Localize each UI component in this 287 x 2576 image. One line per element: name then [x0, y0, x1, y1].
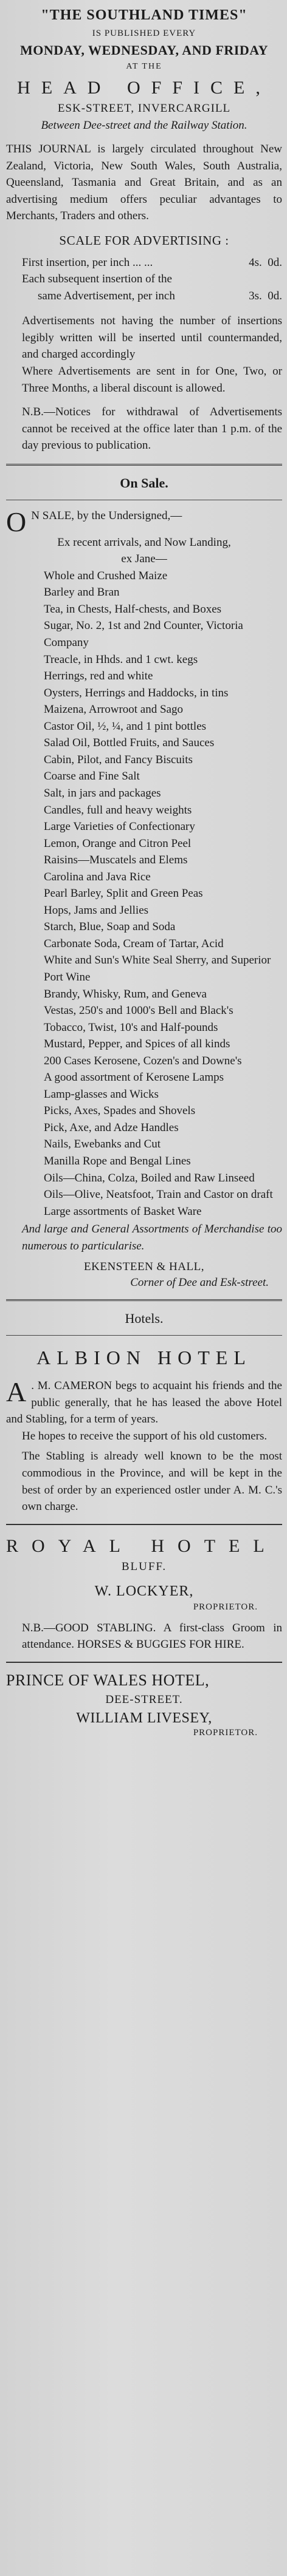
on-sale-heading: On Sale.	[120, 475, 168, 491]
sale-item: Cabin, Pilot, and Fancy Biscuits	[44, 753, 193, 766]
sale-item: Herrings, red and white	[44, 670, 153, 683]
times-title: "THE SOUTHLAND TIMES"	[41, 7, 247, 23]
on-sale-intro	[6, 506, 282, 537]
first-insertion-row	[6, 254, 282, 271]
arrivals-line: Ex recent arrivals, and Now Landing,	[57, 535, 231, 549]
section-divider	[6, 464, 282, 466]
subsequent-row-2	[6, 288, 282, 305]
sale-item: Starch, Blue, Soap and Soda	[44, 920, 176, 934]
sale-item: Brandy, Whisky, Rum, and Geneva	[44, 987, 207, 1001]
sale-item: Oils—China, Colza, Boiled and Raw Linseed	[44, 1171, 255, 1184]
sale-item: Candles, full and heavy weights	[44, 803, 192, 817]
sale-item: Oils—Olive, Neatsfoot, Train and Castor on draft	[44, 1188, 273, 1201]
cameron-dropcap: A	[6, 1376, 27, 1408]
dee-street-line: DEE-STREET.	[105, 1693, 183, 1706]
sale-item: Tea, in Chests, Half-chests, and Boxes	[44, 602, 222, 616]
published-line: IS PUBLISHED EVERY	[92, 29, 196, 38]
scale-title: SCALE FOR ADVERTISING :	[59, 233, 229, 248]
sale-item: Maizena, Arrowroot and Sago	[44, 703, 183, 716]
cameron-paragraph	[6, 1378, 282, 1428]
sale-item: Whole and Crushed Maize	[44, 569, 168, 582]
hotels-rule	[6, 1335, 282, 1336]
sale-item: Pick, Axe, and Adze Handles	[44, 1121, 179, 1134]
hotel-divider-2	[6, 1662, 282, 1663]
sale-item: Coarse and Fine Salt	[44, 770, 140, 783]
sale-item: Lemon, Orange and Citron Peel	[44, 837, 192, 850]
sale-item: Hops, Jams and Jellies	[44, 903, 149, 917]
hotels-heading: Hotels.	[125, 1311, 164, 1327]
sale-item: Castor Oil, ½, ¼, and 1 pint bottles	[44, 719, 207, 733]
publication-days: MONDAY, WEDNESDAY, AND FRIDAY	[20, 42, 268, 58]
sale-item: Salad Oil, Bottled Fruits, and Sauces	[44, 736, 215, 750]
sale-item: Large assortments of Basket Ware	[44, 1205, 202, 1218]
notice-withdrawal: N.B.—Notices for withdrawal of Advertisements cannot be received at the office later than 1 p.m. of the day previous to publication.	[22, 406, 282, 452]
sale-item-list	[6, 568, 282, 1220]
seller-address: Corner of Dee and Esk-street.	[130, 1276, 269, 1290]
head-office-heading: HEAD OFFICE,	[17, 78, 271, 98]
support-paragraph: He hopes to receive the support of his old customers.	[22, 1429, 268, 1443]
stabling-paragraph: The Stabling is already well known to be the most commodious in the Province, and will be kept in the best of order by an experienced ostler under A. M. C.'s own charge.	[22, 1450, 282, 1514]
first-insertion-label: First insertion, per inch ... ...	[22, 256, 153, 269]
at-the-line: AT THE	[126, 62, 162, 71]
sale-item: Manilla Rope and Bengal Lines	[44, 1154, 191, 1167]
subsequent-label-1: Each subsequent insertion of the	[22, 273, 172, 286]
royal-hotel-title: ROYAL HOTEL	[6, 1535, 278, 1556]
location-note: Between Dee-street and the Railway Station.	[41, 119, 247, 132]
sale-item: Tobacco, Twist, 10's and Half-pounds	[44, 1021, 218, 1034]
sale-item: Vestas, 250's and 1000's Bell and Black's	[44, 1004, 233, 1018]
livesey-proprietor: PROPRIETOR.	[193, 1727, 258, 1738]
sale-item: Nails, Ewebanks and Cut	[44, 1138, 161, 1151]
seller-signature: EKENSTEEN & HALL,	[84, 1260, 204, 1274]
circulation-paragraph: THIS JOURNAL is largely circulated throughout New Zealand, Victoria, New South Wales, South Australia, Queensland, Tasmania and Great Britain, and as an advertising medium offers peculiar advantages to Merchants, Traders and others.	[6, 143, 282, 223]
lockyer-name: W. LOCKYER,	[94, 1583, 194, 1599]
on-sale-intro-text: N SALE, by the Undersigned,—	[31, 509, 182, 522]
notice-discount: Where Advertisements are sent in for One, Two, or Three Months, a liberal discount is allowed.	[22, 365, 282, 395]
sale-item: Carbonate Soda, Cream of Tartar, Acid	[44, 937, 224, 950]
subsequent-price: 3s. 0d.	[249, 289, 282, 302]
sale-item: Salt, in jars and packages	[44, 786, 161, 800]
cameron-text: . M. CAMERON begs to acquaint his friends and the public generally, that he has leased the above Hotel and Stabling, for a term of years.	[6, 1379, 282, 1426]
lockyer-proprietor: PROPRIETOR.	[193, 1602, 258, 1612]
sale-item: Treacle, in Hhds. and 1 cwt. kegs	[44, 653, 198, 666]
general-assortment: And large and General Assortments of Merchandise too numerous to particularise.	[22, 1223, 282, 1252]
sale-item: A good assortment of Kerosene Lamps	[44, 1071, 224, 1084]
sale-item: Carolina and Java Rice	[44, 870, 151, 883]
prince-of-wales-title: PRINCE OF WALES HOTEL,	[6, 1671, 210, 1689]
hotel-divider-1	[6, 1524, 282, 1525]
street-address: ESK-STREET, INVERCARGILL	[57, 102, 231, 115]
sale-item: Large Varieties of Confectionary	[44, 820, 195, 834]
sale-item: Picks, Axes, Spades and Shovels	[44, 1104, 196, 1118]
sale-item: 200 Cases Kerosene, Cozen's and Downe's	[44, 1054, 242, 1067]
albion-hotel-title: ALBION HOTEL	[36, 1347, 252, 1369]
subsequent-row-1	[6, 271, 282, 288]
section-divider-2	[6, 1299, 282, 1301]
sale-item: Barley and Bran	[44, 586, 120, 599]
ex-jane-line: ex Jane—	[121, 552, 167, 566]
bluff-line: BLUFF.	[121, 1560, 167, 1573]
notice-insertions: Advertisements not having the number of insertions legibly written will be inserted until countermanded, and charged accordingly	[22, 314, 282, 361]
sale-item: Sugar, No. 2, 1st and 2nd Counter, Victoria Company	[44, 619, 243, 650]
subsequent-label-2: same Advertisement, per inch	[38, 289, 175, 302]
sale-item: White and Sun's White Seal Sherry, and Superior Port Wine	[44, 954, 271, 984]
sale-item: Oysters, Herrings and Haddocks, in tins	[44, 686, 229, 699]
on-sale-dropcap: O	[6, 506, 27, 537]
livesey-name: WILLIAM LIVESEY,	[76, 1710, 212, 1726]
sale-item: Lamp-glasses and Wicks	[44, 1087, 159, 1101]
sale-item: Raisins—Muscatels and Elems	[44, 854, 188, 867]
sale-item: Pearl Barley, Split and Green Peas	[44, 887, 203, 900]
good-stabling-notice: N.B.—GOOD STABLING. A first-class Groom in attendance. HORSES & BUGGIES FOR HIRE.	[22, 1621, 282, 1651]
sale-item: Mustard, Pepper, and Spices of all kinds	[44, 1038, 230, 1051]
first-insertion-price: 4s. 0d.	[249, 256, 282, 269]
